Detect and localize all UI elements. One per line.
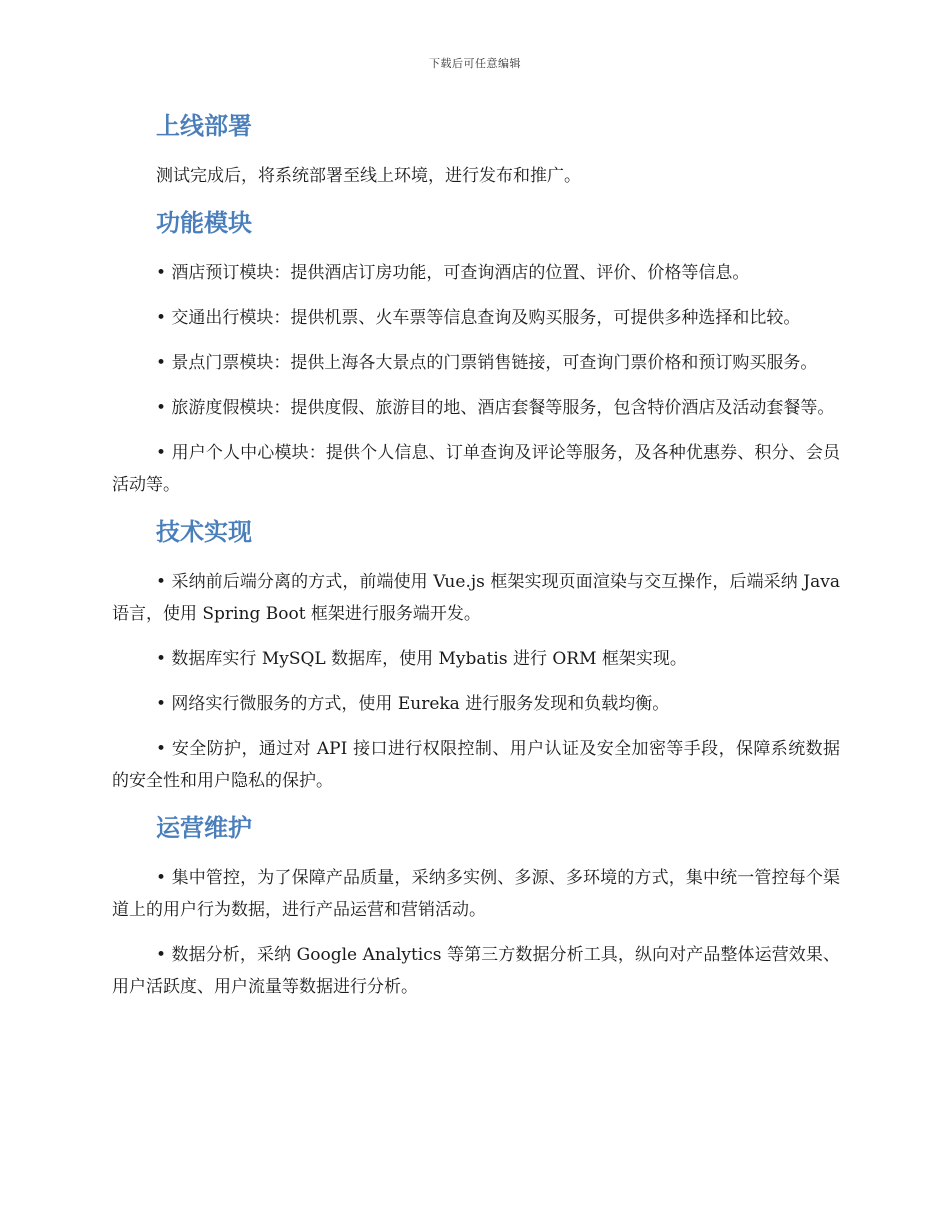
list-item: • 景点门票模块：提供上海各大景点的门票销售链接，可查询门票价格和预订购买服务。 <box>156 353 818 373</box>
section-title-technology: 技术实现 <box>156 518 252 546</box>
list-item: • 旅游度假模块：提供度假、旅游目的地、酒店套餐等服务，包含特价酒店及活动套餐等。 <box>156 398 835 418</box>
list-item: • 采纳前后端分离的方式，前端使用 Vue.js 框架实现页面渲染与交互操作，后端采纳 Java 语言，使用 Spring Boot 框架进行服务端开发。 <box>112 572 840 624</box>
list-item: • 网络实行微服务的方式，使用 Eureka 进行服务发现和负载均衡。 <box>156 694 670 714</box>
list-item: • 酒店预订模块：提供酒店订房功能，可查询酒店的位置、评价、价格等信息。 <box>156 263 750 283</box>
document-body <box>112 108 840 1016</box>
page-header: 下载后可任意编辑 <box>429 57 521 70</box>
list-item: • 集中管控，为了保障产品质量，采纳多实例、多源、多环境的方式，集中统一管控每个渠道上的用户行为数据，进行产品运营和营销活动。 <box>112 868 840 920</box>
list-item: • 数据分析，采纳 Google Analytics 等第三方数据分析工具，纵向对产品整体运营效果、用户活跃度、用户流量等数据进行分析。 <box>112 945 840 997</box>
section-title-deployment: 上线部署 <box>156 112 252 140</box>
list-item: • 交通出行模块：提供机票、火车票等信息查询及购买服务，可提供多种选择和比较。 <box>156 308 801 328</box>
list-item: • 数据库实行 MySQL 数据库，使用 Mybatis 进行 ORM 框架实现。 <box>156 649 687 669</box>
section-title-modules: 功能模块 <box>156 209 252 237</box>
paragraph: 测试完成后，将系统部署至线上环境，进行发布和推广。 <box>156 166 581 186</box>
list-item: • 安全防护，通过对 API 接口进行权限控制、用户认证及安全加密等手段，保障系统数据的安全性和用户隐私的保护。 <box>112 739 840 791</box>
list-item: • 用户个人中心模块：提供个人信息、订单查询及评论等服务，及各种优惠券、积分、会员活动等。 <box>112 443 840 495</box>
section-title-operations: 运营维护 <box>156 814 252 842</box>
